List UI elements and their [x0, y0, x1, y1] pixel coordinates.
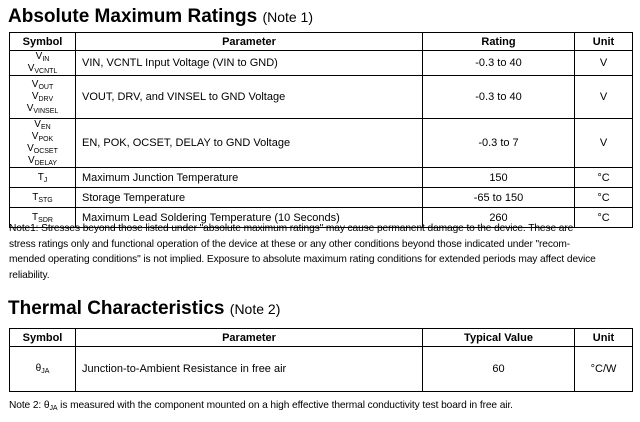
parameter-cell: VIN, VCNTL Input Voltage (VIN to GND) [76, 51, 423, 76]
rating-cell: 260 [423, 208, 575, 228]
symbol [14, 155, 71, 167]
abs-max-title [8, 6, 313, 28]
symbol-cell [10, 188, 76, 208]
abs-max-body [10, 51, 633, 228]
note-2-symbol [44, 400, 58, 411]
symbol [14, 51, 71, 63]
thermal-title [8, 298, 280, 320]
abs-max-table [9, 32, 633, 228]
symbol-sub: SDR [38, 216, 53, 224]
symbol-base: V [26, 103, 34, 114]
header-typical-value: Typical Value [423, 329, 575, 347]
symbol-sub: EN [40, 124, 51, 131]
symbol-base: T [32, 211, 39, 223]
symbol-sub: OCSET [33, 148, 58, 155]
symbol-sub: IN [42, 56, 50, 63]
unit-cell: V [575, 119, 633, 168]
symbol-sub: JA [41, 368, 50, 375]
symbol-sub: J [43, 176, 48, 184]
thermal-body [10, 347, 633, 392]
unit-cell: °C [575, 168, 633, 188]
note-2 [9, 398, 633, 414]
abs-max-title-text: Absolute Maximum Ratings [8, 6, 258, 27]
unit-cell: V [575, 51, 633, 76]
symbol-base: V [31, 91, 39, 102]
symbol-base: V [31, 131, 39, 142]
thermal-table [9, 328, 633, 392]
note-2-symbol-base: θ [43, 400, 50, 411]
abs-max-note-ref: (Note 1) [262, 9, 314, 25]
thermal-title-text: Thermal Characteristics [8, 298, 225, 319]
note-1-line: Note1: Stresses beyond those listed under "absolute maximum ratings" may cause permanent damage to the device. These are [9, 223, 574, 234]
symbol [14, 192, 71, 204]
symbol-cell [10, 51, 76, 76]
parameter-cell: Junction-to-Ambient Resistance in free air [76, 347, 423, 392]
unit-cell: °C [575, 188, 633, 208]
parameter-cell: Storage Temperature [76, 188, 423, 208]
header-rating: Rating [423, 33, 575, 51]
symbol [14, 363, 71, 375]
table-row [10, 76, 633, 119]
symbol-sub: DRV [38, 96, 54, 103]
rating-cell: -0.3 to 7 [423, 119, 575, 168]
header-parameter: Parameter [76, 33, 423, 51]
symbol [14, 131, 71, 143]
symbol-sub: POK [38, 136, 54, 143]
symbol-sub: VINSEL [33, 108, 59, 115]
symbol-base: θ [35, 363, 42, 374]
thermal-note-ref: (Note 2) [229, 301, 281, 317]
rating-cell: -0.3 to 40 [423, 76, 575, 119]
symbol [14, 79, 71, 91]
unit-cell: V [575, 76, 633, 119]
typical-value-cell: 60 [423, 347, 575, 392]
symbol [14, 91, 71, 103]
table-row [10, 347, 633, 392]
symbol-sub: DELAY [34, 160, 58, 167]
parameter-cell: EN, POK, OCSET, DELAY to GND Voltage [76, 119, 423, 168]
rating-cell: -0.3 to 40 [423, 51, 575, 76]
symbol-base: V [34, 119, 41, 130]
symbol-base: V [27, 155, 35, 166]
rating-cell: 150 [423, 168, 575, 188]
symbol-base: V [27, 143, 34, 154]
table-row [10, 188, 633, 208]
header-unit: Unit [575, 33, 633, 51]
header-parameter: Parameter [76, 329, 423, 347]
header-symbol: Symbol [10, 33, 76, 51]
symbol [14, 172, 71, 184]
symbol-base: V [31, 79, 39, 90]
symbol-sub: OUT [38, 84, 54, 91]
symbol-cell [10, 119, 76, 168]
symbol-cell [10, 168, 76, 188]
symbol [14, 63, 71, 75]
symbol-cell [10, 347, 76, 392]
note-1-line: stress ratings only and functional operation of the device at these or any other conditions beyond those indicated under "recom- [9, 238, 571, 250]
table-row [10, 51, 633, 76]
symbol-base: V [27, 63, 35, 74]
symbol-base: T [32, 191, 39, 203]
note-2-symbol-sub: JA [49, 405, 58, 412]
table-row [10, 168, 633, 188]
note-1-line: mended operating conditions" is not implied. Exposure to absolute maximum rating conditions for extended periods may affect device [9, 254, 596, 265]
table-row [10, 119, 633, 168]
symbol-sub: VCNTL [34, 68, 58, 75]
parameter-cell: Maximum Lead Soldering Temperature (10 Seconds) [76, 208, 423, 228]
unit-cell: °C [575, 208, 633, 228]
symbol-base: T [37, 171, 44, 183]
header-symbol: Symbol [10, 329, 76, 347]
symbol [14, 103, 71, 115]
header-unit: Unit [575, 329, 633, 347]
symbol [14, 119, 71, 131]
parameter-cell: Maximum Junction Temperature [76, 168, 423, 188]
parameter-cell: VOUT, DRV, and VINSEL to GND Voltage [76, 76, 423, 119]
symbol-sub: STG [38, 196, 53, 204]
note-1-line: reliability. [9, 269, 50, 281]
note-2-prefix: Note 2: [9, 400, 44, 411]
symbol [14, 143, 71, 155]
unit-cell: °C/W [575, 347, 633, 392]
symbol-base: V [35, 51, 43, 62]
rating-cell: -65 to 150 [423, 188, 575, 208]
abs-max-header-row [10, 33, 633, 51]
thermal-header-row [10, 329, 633, 347]
note-1 [9, 221, 633, 283]
symbol-cell [10, 76, 76, 119]
note-2-text: is measured with the component mounted on a high effective thermal conductivity test board in free air. [57, 400, 513, 411]
